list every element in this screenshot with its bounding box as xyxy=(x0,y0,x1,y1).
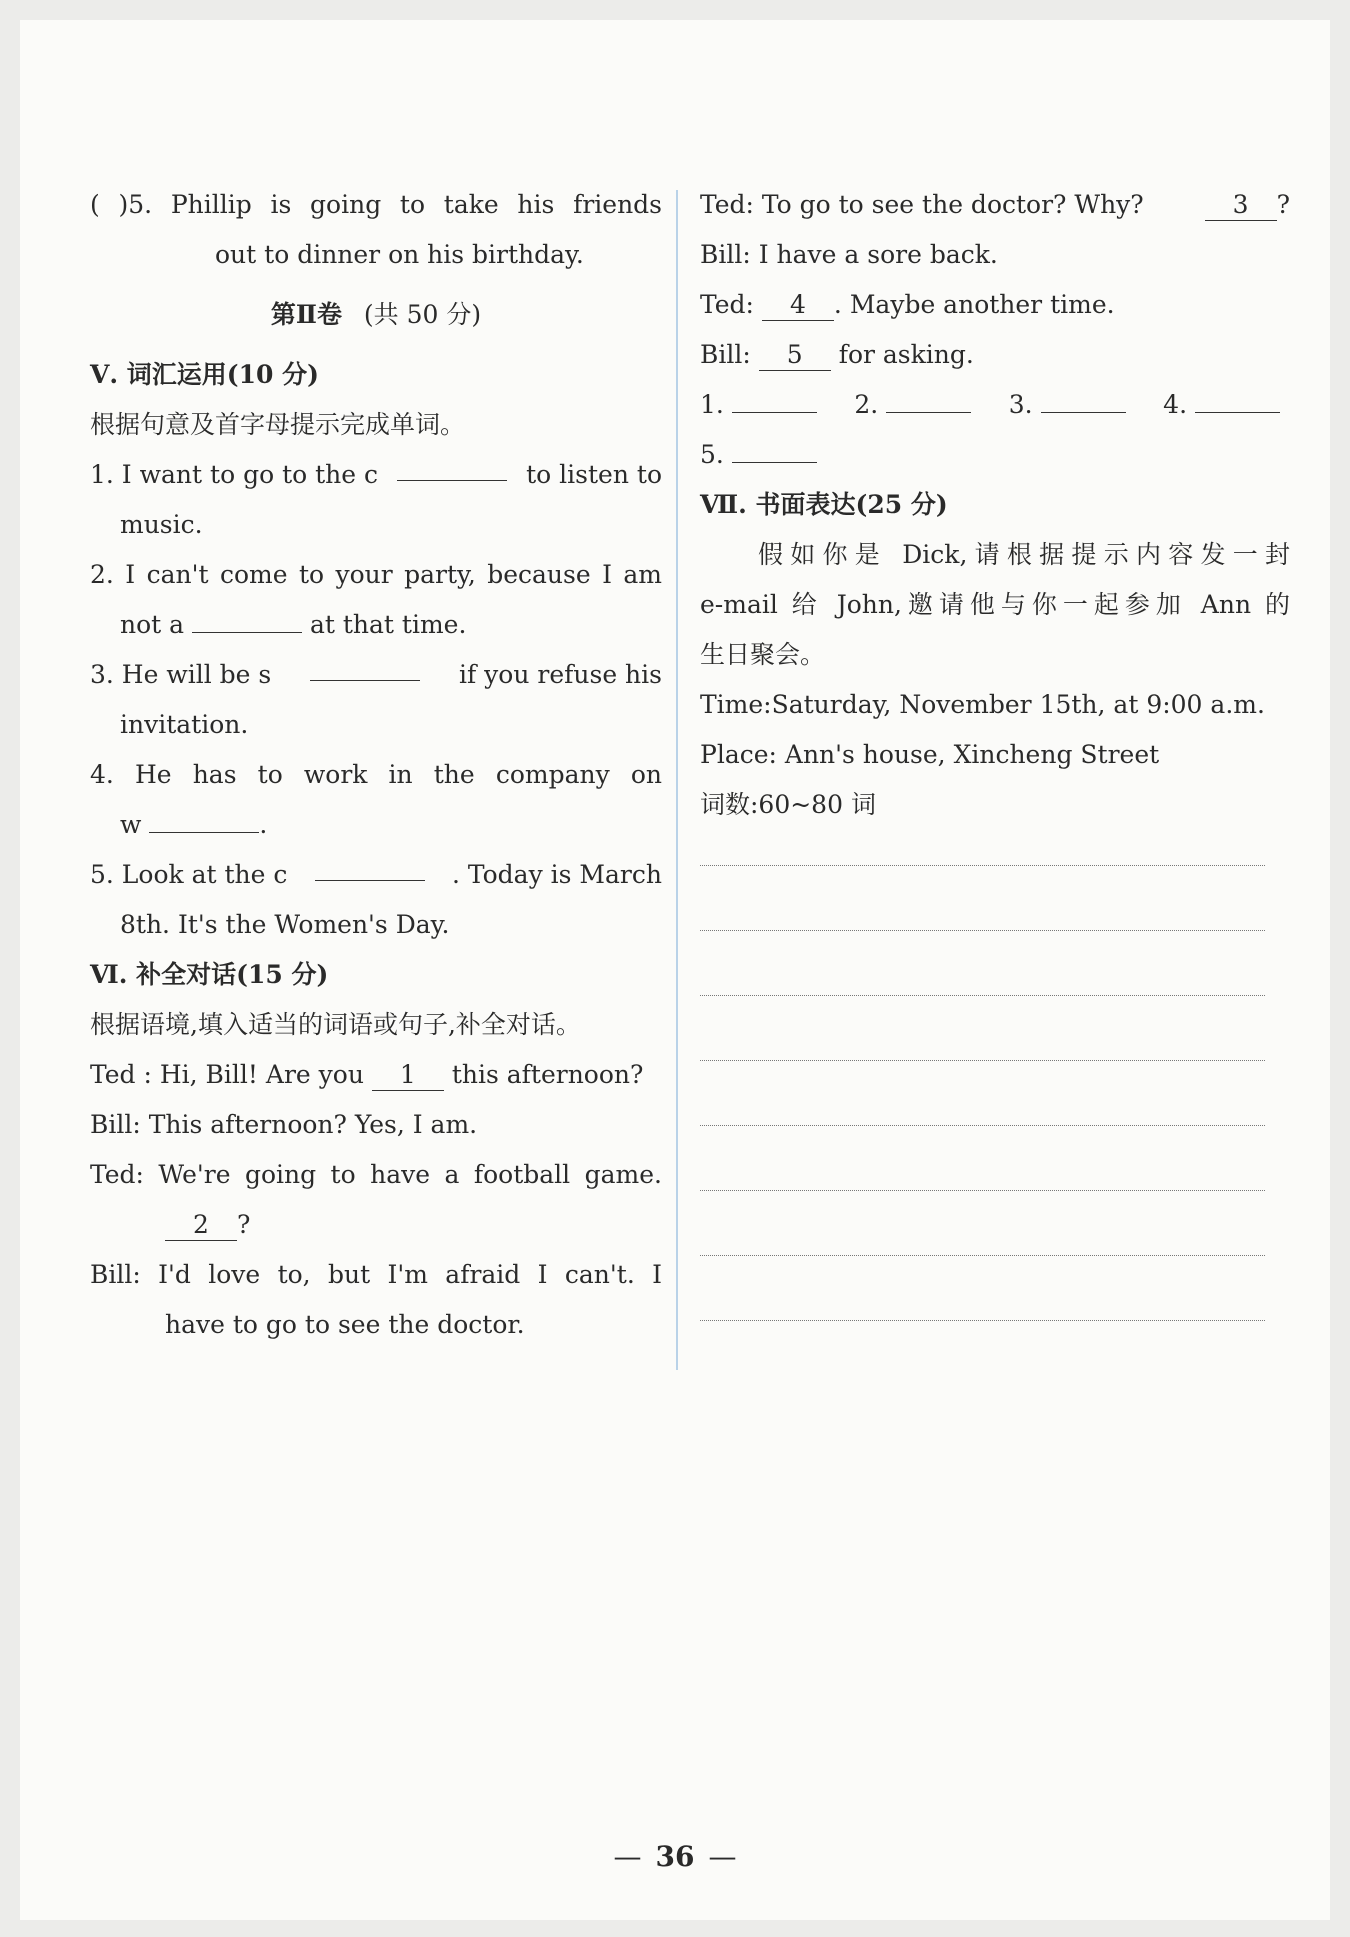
dialog-line-4 xyxy=(90,1200,662,1250)
answer-5-blank[interactable] xyxy=(732,432,817,463)
answer-2-blank[interactable] xyxy=(886,382,971,413)
answer-2: 2. xyxy=(854,380,971,430)
vocab-q5-blank[interactable] xyxy=(315,850,425,881)
vocab-q5-text: 5. Look at the c xyxy=(90,860,288,889)
vocab-q4-blank[interactable] xyxy=(149,802,259,833)
writing-prompt-2: e-mail 给 John,邀请他与你一起参加 Ann 的 xyxy=(700,590,1290,619)
vocab-q3-blank[interactable] xyxy=(310,650,420,681)
writing-place: Place: Ann's house, Xincheng Street xyxy=(700,740,1160,769)
dialog-line-1-text2: this afternoon? xyxy=(451,1060,644,1089)
question-5-continuation: out to dinner on his birthday. xyxy=(215,240,584,269)
vocab-q3-text: 3. He will be s xyxy=(90,660,272,689)
answer-4-blank[interactable] xyxy=(1195,382,1280,413)
left-column xyxy=(90,180,662,1350)
dialog-right-2: Bill: I have a sore back. xyxy=(700,240,998,269)
vocab-q1-text2: to listen to xyxy=(526,460,662,489)
answer-3: 3. xyxy=(1009,380,1126,430)
dialog-right-3-text2: . Maybe another time. xyxy=(833,290,1115,319)
worksheet-page xyxy=(20,20,1330,1920)
vocab-q1-blank[interactable] xyxy=(397,450,507,481)
answer-row xyxy=(700,380,1290,430)
vocab-q3 xyxy=(90,650,662,700)
vocab-q2: 2. I can't come to your party, because I am xyxy=(90,560,662,589)
vocab-q2-text: not a xyxy=(120,610,185,639)
answer-4: 4. xyxy=(1163,380,1280,430)
dialog-line-3: Ted: We're going to have a football game. xyxy=(90,1160,662,1189)
dialog-line-4-text: ? xyxy=(237,1210,251,1239)
dialog-right-1-text: Ted: To go to see the doctor? Why? xyxy=(700,190,1144,219)
dialog-right-4-text: Bill: xyxy=(700,340,751,369)
dialog-line-1-text: Ted : Hi, Bill! Are you xyxy=(90,1060,364,1089)
part2-heading xyxy=(90,290,662,340)
page-number xyxy=(20,1840,1330,1873)
writing-time: Time:Saturday, November 15th, at 9:00 a.m. xyxy=(700,690,1265,719)
right-column xyxy=(700,180,1290,830)
writing-line[interactable] xyxy=(700,1060,1265,1061)
answer-3-blank[interactable] xyxy=(1041,382,1126,413)
vocab-q4-text: w xyxy=(120,810,142,839)
dialog-blank-1[interactable]: 1 xyxy=(372,1060,444,1091)
page-dash-left: — xyxy=(613,1840,642,1873)
dialog-blank-4[interactable]: 4 xyxy=(762,290,834,321)
page-dash-right: — xyxy=(708,1840,737,1873)
vocab-q5-cont: 8th. It's the Women's Day. xyxy=(120,910,450,939)
vocab-q2-text2: at that time. xyxy=(309,610,467,639)
writing-prompt-1: 假如你是 Dick,请根据提示内容发一封 xyxy=(758,540,1290,569)
vocab-q3-text2: if you refuse his xyxy=(458,660,662,689)
dialog-right-4-text2: for asking. xyxy=(838,340,974,369)
dialog-line-1 xyxy=(90,1050,662,1100)
vocab-q4: 4. He has to work in the company on xyxy=(90,760,662,789)
vocab-q4-cont xyxy=(90,800,662,850)
writing-line[interactable] xyxy=(700,865,1265,866)
page-number-value: 36 xyxy=(655,1840,695,1873)
vocab-q5 xyxy=(90,850,662,900)
answer-1-blank[interactable] xyxy=(732,382,817,413)
vocab-q1-text: 1. I want to go to the c xyxy=(90,460,379,489)
part2-score: (共 50 分) xyxy=(363,300,482,329)
vocab-q1 xyxy=(90,450,662,500)
dialog-right-1 xyxy=(700,180,1290,230)
writing-line[interactable] xyxy=(700,930,1265,931)
dialog-line-6: have to go to see the doctor. xyxy=(165,1310,525,1339)
dialog-right-3-text: Ted: xyxy=(700,290,754,319)
writing-line[interactable] xyxy=(700,1320,1265,1321)
section-5-title: Ⅴ. 词汇运用(10 分) xyxy=(90,360,319,389)
writing-line[interactable] xyxy=(700,995,1265,996)
vocab-q1-cont: music. xyxy=(120,510,203,539)
writing-line[interactable] xyxy=(700,1125,1265,1126)
question-5-line: ( )5. Phillip is going to take his friends xyxy=(90,190,662,219)
dialog-blank-2[interactable]: 2 xyxy=(165,1210,237,1241)
dialog-right-1-text2: ? xyxy=(1276,190,1290,219)
vocab-q5-text2: . Today is March xyxy=(451,860,662,889)
vocab-q3-cont: invitation. xyxy=(120,710,249,739)
vocab-q2-blank[interactable] xyxy=(192,602,302,633)
dialog-blank-5[interactable]: 5 xyxy=(759,340,831,371)
column-divider xyxy=(676,190,678,1370)
answer-5: 5. xyxy=(700,430,1290,480)
dialog-line-2: Bill: This afternoon? Yes, I am. xyxy=(90,1110,478,1139)
part2-title: 第Ⅱ卷 xyxy=(270,300,342,329)
section-6-instruction: 根据语境,填入适当的词语或句子,补全对话。 xyxy=(90,1010,581,1039)
section-7-title: Ⅶ. 书面表达(25 分) xyxy=(700,490,948,519)
section-6-title: Ⅵ. 补全对话(15 分) xyxy=(90,960,329,989)
dialog-line-5: Bill: I'd love to, but I'm afraid I can't. I xyxy=(90,1260,662,1289)
writing-prompt-3: 生日聚会。 xyxy=(700,640,826,669)
answer-1: 1. xyxy=(700,380,817,430)
writing-line[interactable] xyxy=(700,1190,1265,1191)
vocab-q2-cont xyxy=(90,600,662,650)
dialog-right-4 xyxy=(700,330,1290,380)
vocab-q4-text2: . xyxy=(259,810,268,839)
writing-line[interactable] xyxy=(700,1255,1265,1256)
section-5-instruction: 根据句意及首字母提示完成单词。 xyxy=(90,410,466,439)
dialog-blank-3[interactable]: 3 xyxy=(1205,190,1277,221)
writing-word-count: 词数:60~80 词 xyxy=(700,790,876,819)
dialog-right-3 xyxy=(700,280,1290,330)
